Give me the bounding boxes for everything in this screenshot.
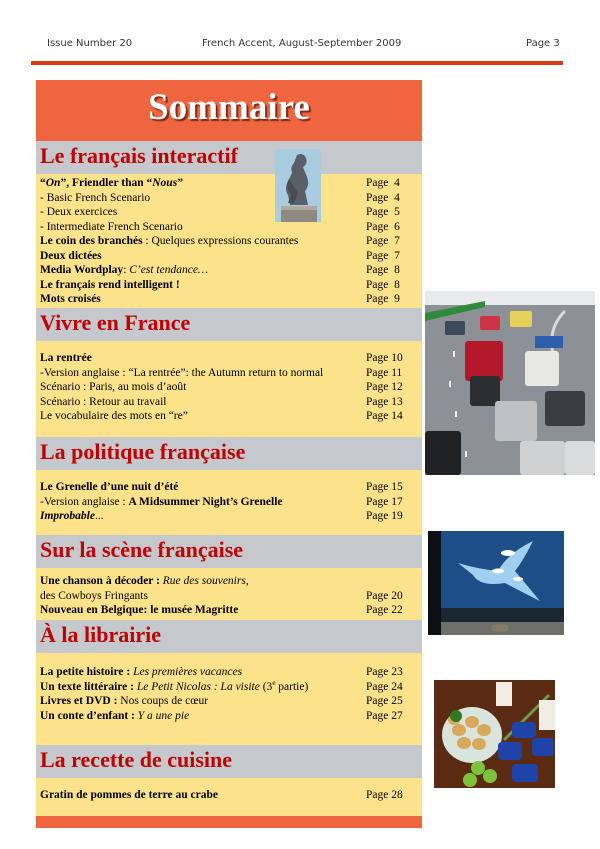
toc-entry-title [40,496,283,508]
toc-entry-page: Page 5 [366,206,400,218]
toc-entry-page: Page 23 [366,666,403,678]
toc-entry-text-part: Une chanson à décoder : [40,575,163,587]
toc-entry[interactable] [36,249,422,264]
section-heading: À la librairie [40,622,161,647]
ingredients-image [434,680,555,788]
table-of-contents [36,80,422,828]
toc-entry[interactable] [36,351,422,366]
section-heading-band [36,308,422,341]
toc-entry[interactable] [36,603,422,618]
running-header [0,38,600,54]
toc-entry-title [40,590,148,602]
toc-entry-page: Page 12 [366,381,403,393]
toc-entry-title [40,352,92,364]
toc-entry-text-part: ... [94,510,104,522]
section-heading: Le français interactif [40,143,238,168]
toc-entry-text-part: La rentrée [40,352,92,364]
toc-entry-title [40,695,208,707]
toc-entry-title [40,381,186,393]
toc-entry[interactable] [36,220,422,235]
toc-entry-text-part: Le Grenelle d’une nuit d’été [40,481,179,493]
toc-entry[interactable] [36,176,422,191]
toc-entry-text-part: “ [40,177,46,189]
toc-entry-text-part: On [45,177,61,189]
toc-entry[interactable] [36,589,422,604]
header-rule [31,61,563,65]
toc-entry-page: Page 14 [366,410,403,422]
section-heading-band [36,437,422,470]
toc-entry-text-part: (3 [259,680,273,693]
toc-entry-title [40,575,249,587]
toc-entry-title [40,206,117,218]
toc-entry[interactable] [36,263,422,278]
section-heading: La recette de cuisine [40,747,233,772]
toc-entry-text-part: Media Wordplay [40,264,124,276]
toc-entry-text-part: C’est tendance… [129,264,209,276]
toc-entry-title [40,235,298,247]
toc-entry-text-part: Le vocabulaire des mots en “re” [40,410,188,422]
toc-entry-page: Page 22 [366,604,403,616]
toc-entry-title [40,666,242,678]
toc-entry-text-part: : [123,264,130,276]
toc-entry[interactable] [36,395,422,410]
toc-entry-text-part: Nos coups de cœur [120,695,209,707]
toc-entry-text-part: ” [177,177,183,189]
toc-entry-text-part: e [272,678,276,687]
toc-entry-page: Page 15 [366,481,403,493]
toc-entry-title [40,789,218,801]
toc-entry-text-part: - Deux exercices [40,206,118,218]
section-heading: Sur la scène française [40,537,244,562]
toc-entry-page: Page 7 [366,249,400,262]
toc-entry-page: Page 4 [366,177,400,189]
toc-entry-title [40,293,101,305]
toc-entry[interactable] [36,680,422,695]
toc-entry[interactable] [36,480,422,495]
section-heading-band [36,745,422,778]
toc-entry-title [40,367,323,379]
title-band [36,80,422,141]
toc-entry-title [40,177,183,189]
toc-entry[interactable] [36,380,422,395]
toc-entry-page: Page 11 [366,366,403,379]
page-title: Sommaire [148,87,310,128]
thinker-image [275,149,321,222]
toc-entry[interactable] [36,205,422,220]
toc-entry-text-part: Un texte littéraire : [40,680,137,693]
toc-entry-page: Page 28 [366,789,403,801]
section-heading-band [36,620,422,653]
toc-entry-page: Page 20 [366,589,403,602]
toc-entry-page: Page 8 [366,264,400,276]
toc-entry-page: Page 17 [366,495,403,508]
toc-entry-page: Page 9 [366,293,400,305]
toc-entry[interactable] [36,409,422,424]
toc-entry-title [40,678,309,693]
toc-entry-page: Page 27 [366,709,403,722]
toc-entry-text-part: ”, Friendler than “ [60,177,153,189]
toc-entry-text-part: Mots croisés [40,293,101,305]
toc-entry[interactable] [36,788,422,803]
toc-entry-text-part: Rue des souvenirs [162,575,246,587]
toc-entry[interactable] [36,366,422,381]
toc-entry-page: Page 24 [366,680,403,693]
toc-entry-text-part: Le Petit Nicolas : La visite [136,680,260,693]
toc-entry-text-part: Les premières vacances [133,666,243,678]
toc-entry-text-part: Nouveau en Belgique: le musée Magritte [40,604,239,616]
toc-entry-title [40,264,208,276]
toc-entry-text-part: -Version anglaise : [40,495,129,508]
toc-entry-page: Page 7 [366,235,400,247]
toc-entry-title [40,221,183,233]
toc-entry[interactable] [36,495,422,510]
thinker-statue-icon [275,149,321,222]
publication-title: French Accent, August-September 2009 [202,38,402,49]
toc-entry-text-part: des Cowboys Fringants [40,589,148,602]
toc-entry-page: Page 13 [366,395,403,408]
toc-entry[interactable] [36,694,422,709]
toc-entry-text-part: Deux dictées [40,249,102,262]
toc-entry[interactable] [36,292,422,307]
issue-number: Issue Number 20 [47,38,133,49]
toc-entry-page: Page 4 [366,191,400,204]
section-body [36,653,422,745]
toc-entry[interactable] [36,509,422,524]
section-heading-band [36,141,422,174]
page-number: Page 3 [526,38,560,49]
toc-entry-text-part: - Intermediate French Scenario [40,220,183,233]
toc-entry-title [40,192,150,204]
toc-entry-text-part: -Version anglaise : “La rentrée”: the Autumn return to normal [40,366,324,379]
toc-entry-text-part: Improbable [40,510,95,522]
toc-entry[interactable] [36,278,422,293]
toc-entry-text-part: - Basic French Scenario [40,191,151,204]
toc-entry-page: Page 8 [366,278,400,291]
toc-entry-text-part: , [245,575,249,587]
toc-entry-title [40,396,166,408]
toc-entry-text-part: Scénario : Retour au travail [40,395,167,408]
toc-entry-text-part: La petite histoire : [40,666,134,678]
toc-entry[interactable] [36,191,422,206]
toc-entry-title [40,410,188,422]
section-heading: La politique française [40,439,246,464]
section-heading-band [36,535,422,568]
toc-entry[interactable] [36,574,422,589]
toc-entry-text-part: Nous [152,177,178,189]
section-body [36,470,422,535]
toc-entry-page: Page 10 [366,352,403,364]
toc-entry-text-part: A Midsummer Night’s Grenelle [128,495,283,508]
toc-entry[interactable] [36,665,422,680]
toc-entry-text-part: Livres et DVD : [40,695,121,707]
toc-entry-text-part: Gratin de pommes de terre au crabe [40,789,218,801]
toc-entry-text-part: : Quelques expressions courantes [142,235,299,247]
toc-entry-page: Page 25 [366,695,403,707]
section-body [36,341,422,437]
section-heading: Vivre en France [40,310,191,335]
toc-entry-text-part: partie) [275,680,309,693]
toc-entry-title [40,510,104,522]
magritte-image [428,531,564,635]
section-body [36,778,422,816]
toc-entry-title [40,481,178,493]
bottom-band [36,816,422,828]
toc-entry-text-part: Le coin des branchés [40,235,143,247]
toc-entry[interactable] [36,709,422,724]
toc-entry-text-part: Le français rend intelligent ! [40,278,180,291]
toc-entry-page: Page 19 [366,510,403,522]
toc-entry-page: Page 6 [366,220,400,233]
section-body [36,568,422,620]
toc-entry-title [40,250,102,262]
toc-entry-title [40,279,180,291]
toc-entry-text-part: Un conte d’enfant : [40,709,138,722]
toc-entry[interactable] [36,234,422,249]
toc-entry-text-part: Y a une pie [137,709,190,722]
toc-entry-title [40,710,189,722]
section-body [36,174,422,308]
toc-entry-title [40,604,238,616]
toc-entry-text-part: Scénario : Paris, au mois d’août [40,381,187,393]
traffic-image [425,291,595,475]
